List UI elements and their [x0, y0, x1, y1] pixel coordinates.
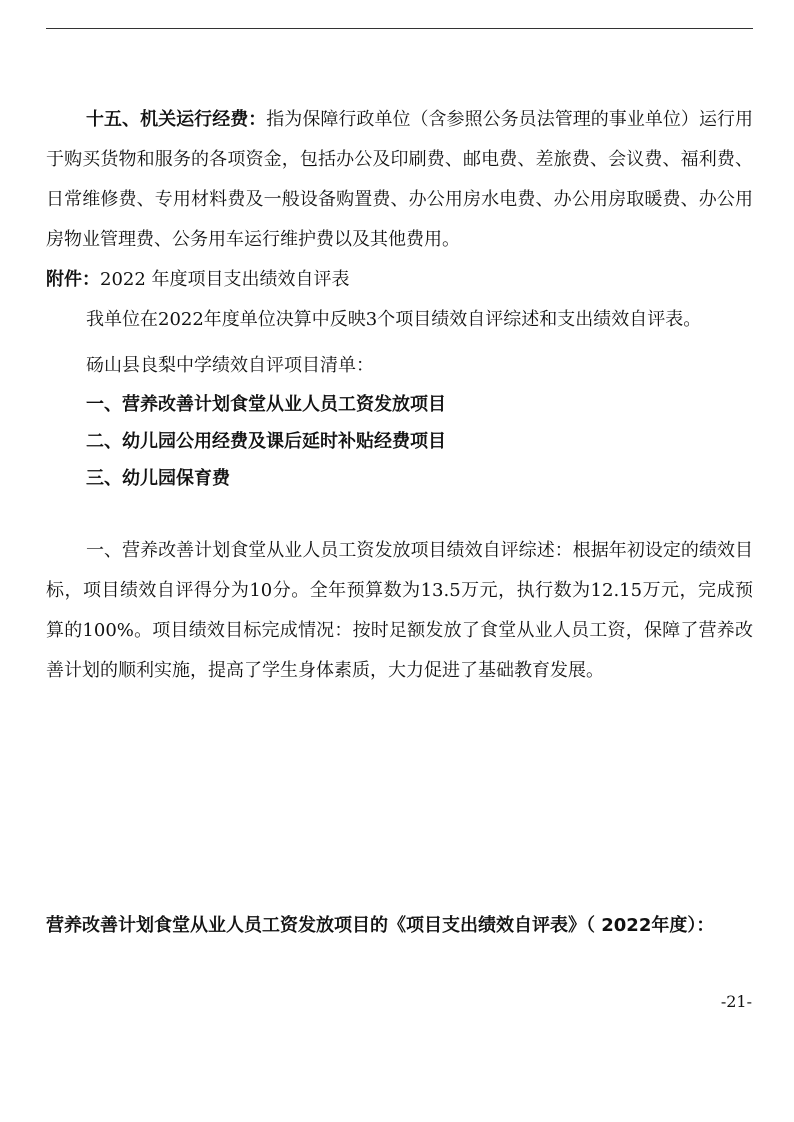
attachment-line [46, 260, 753, 300]
project-item-1: 一、营养改善计划食堂从业人员工资发放项目 [86, 394, 446, 415]
table-title: 营养改善计划食堂从业人员工资发放项目的《项目支出绩效自评表》（ 2022年度）： [46, 915, 715, 936]
project-list [46, 386, 753, 497]
project-item-2: 二、幼儿园公用经费及课后延时补贴经费项目 [86, 431, 446, 452]
summary-paragraph: 一、营养改善计划食堂从业人员工资发放项目绩效自评综述：根据年初设定的绩效目标，项目绩效自评得分为10分。全年预算数为13.5万元，执行数为12.15万元，完成预算的100%。项目绩效目标完成情况：按时足额发放了食堂从业人员工资，保障了营养改善计划的顺利实施，提高了学生身体素质，大力促进了基础教育发展。 [46, 540, 753, 681]
document-body [46, 100, 753, 691]
project-item-3: 三、幼儿园保育费 [86, 468, 230, 489]
attachment-title: 2022 年度项目支出绩效自评表 [100, 269, 350, 290]
section-15-paragraph [46, 100, 753, 260]
header-rule [46, 28, 753, 29]
page-number: -21- [720, 992, 752, 1011]
intro-paragraph: 我单位在2022年度单位决算中反映3个项目绩效自评综述和支出绩效自评表。 [86, 309, 702, 330]
section-15-text: 指为保障行政单位（含参照公务员法管理的事业单位）运行用于购买货物和服务的各项资金，包括办公及印刷费、邮电费、差旅费、会议费、福利费、日常维修费、专用材料费及一般设备购置费、办公用房水电费、办公用房取暖费、办公用房物业管理费、公务用车运行维护费以及其他费用。 [46, 109, 754, 250]
project-list-intro: 砀山县良梨中学绩效自评项目清单： [86, 355, 374, 376]
section-15-term: 十五、机关运行经费： [86, 109, 267, 130]
attachment-label: 附件： [46, 269, 100, 290]
